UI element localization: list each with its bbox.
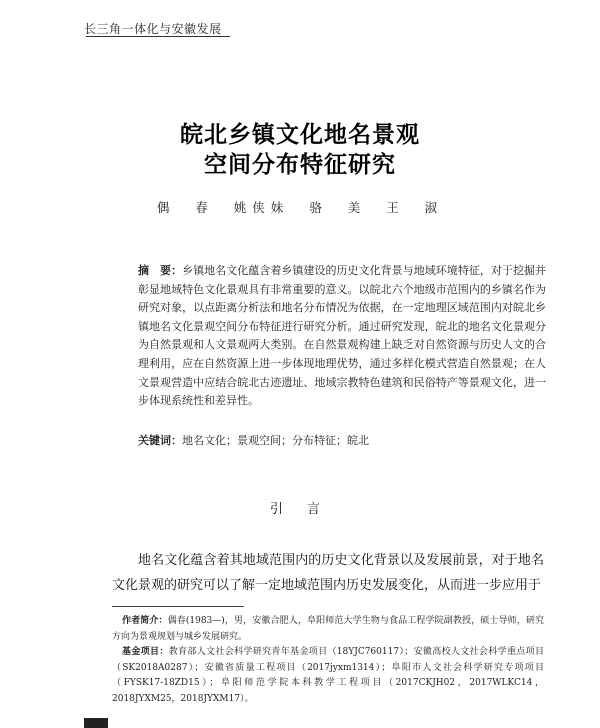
header-underline xyxy=(86,36,230,37)
abstract-text: 乡镇地名文化蕴含着乡镇建设的历史文化背景与地域环境特征，对于挖掘并彰显地域特色文化景观具有非常重要的意义。以皖北六个地级市范围内的乡镇名作为研究对象，以点距离分析法和地名分布情况为依据，在一定地理区域范围内对皖北乡镇地名文化景观空间分布特征进行研究分析。通过研究发现，皖北的地名文化景观分为自然景观和人文景观两大类别。在自然景观构建上缺乏对自然资源与历史人文的合理利用，应在自然资源上进一步体现地理优势，通过多样化模式营造自然景观；在人文景观营造中应结合皖北古迹遗址、地域宗教特色建筑和民俗特产等景观文化，进一步体现系统性和差异性。 xyxy=(138,264,547,408)
author-footnote-text: 偶春(1983—)，男，安徽合肥人，阜阳师范大学生物与食品工程学院副教授，硕士导师，研究方向为景观规划与城乡发展研究。 xyxy=(112,616,544,642)
keywords xyxy=(138,432,546,450)
author-list: 偶 春 姚侠妹 骆 美 王 淑 xyxy=(156,200,444,215)
author-footnote xyxy=(112,614,544,645)
author-footnote-label: 作者简介： xyxy=(122,616,168,626)
intro-paragraph: 地名文化蕴含着其地域范围内的历史文化背景以及发展前景，对于地名文化景观的研究可以了解一定地域范围内历史发展变化，从而进一步应用于 xyxy=(112,553,544,593)
page-number-block xyxy=(84,718,108,728)
funding-footnote-text: 教育部人文社会科学研究青年基金项目（18YJC760117）；安徽高校人文社会科学重点项目（SK2018A0287）；安徽省质量工程项目（2017jyxm1314）；阜阳市人文社会科学研究专项项目（FYSK17-18ZD15）；阜阳师范学院本科教学工程项目（2017CKJH02，2017WLKC14，2018JYXM25，2018JYXM17）。 xyxy=(112,647,544,704)
running-header: 长三角一体化与安徽发展 xyxy=(84,22,222,36)
keywords-label: 关键词： xyxy=(138,434,182,447)
funding-footnote-label: 基金项目： xyxy=(122,647,169,657)
section-heading: 引 言 xyxy=(269,502,331,517)
abstract xyxy=(138,262,546,411)
funding-footnote xyxy=(112,645,544,707)
keywords-text: 地名文化；景观空间；分布特征；皖北 xyxy=(182,434,369,447)
article-title-line-2: 空间分布特征研究 xyxy=(204,151,396,178)
abstract-label: 摘 要： xyxy=(138,264,183,277)
footnote-divider xyxy=(112,606,244,607)
article-title-line-1: 皖北乡镇文化地名景观 xyxy=(180,121,420,148)
